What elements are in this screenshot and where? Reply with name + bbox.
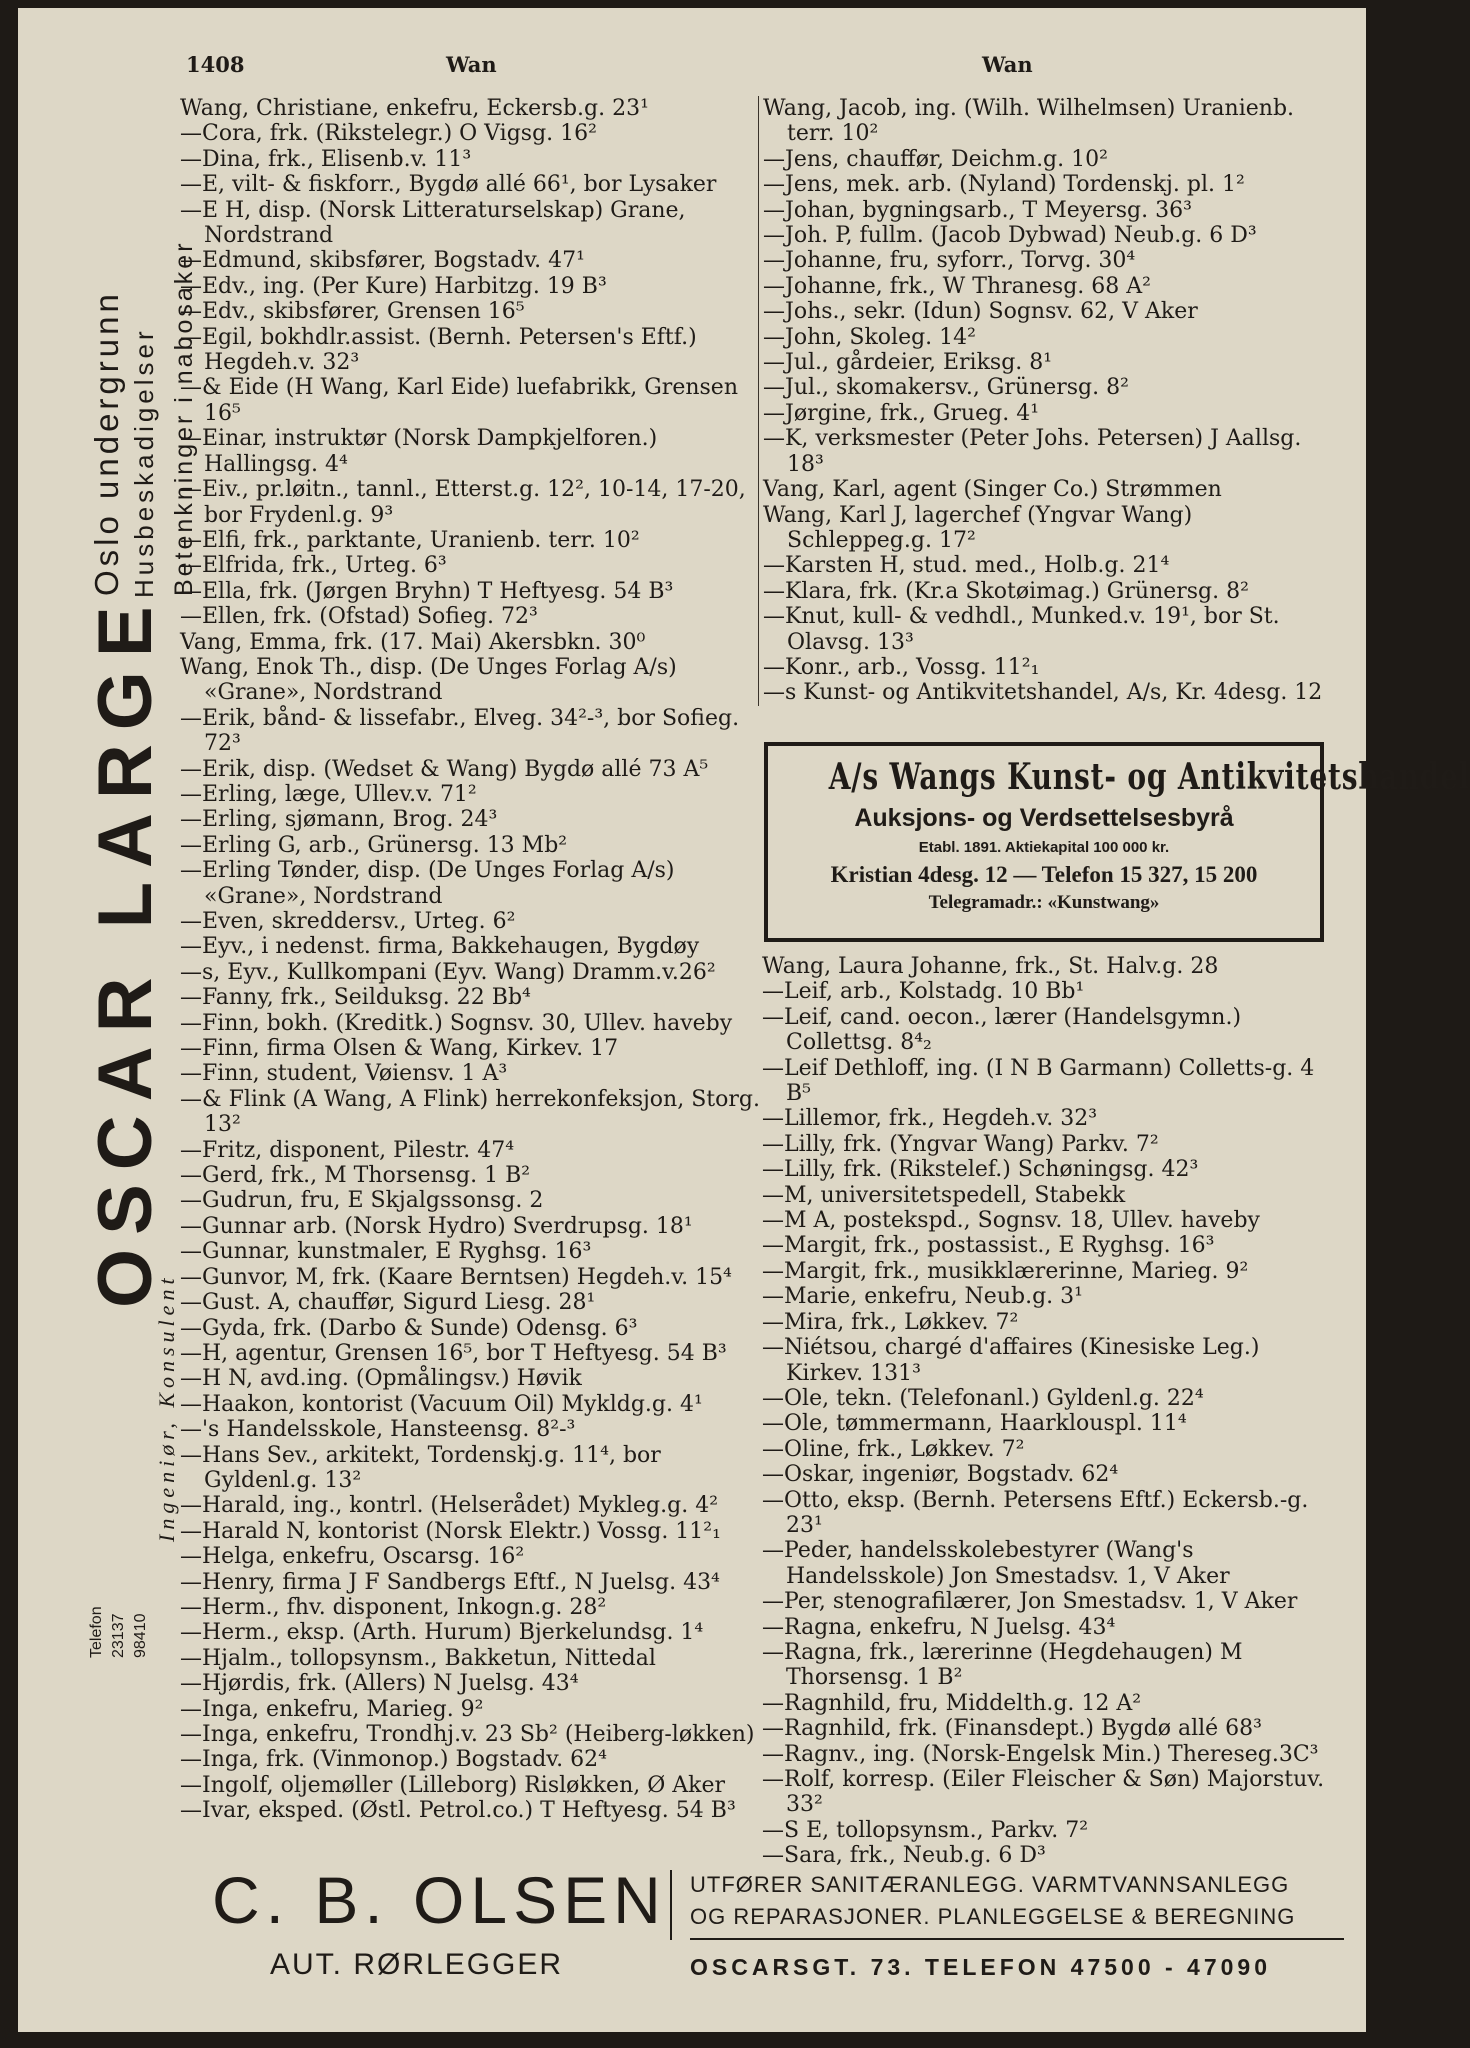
directory-entry: —s Kunst- og Antikvitetshandel, A/s, Kr. 4desg. 12: [763, 680, 1323, 706]
directory-entry: —K, verksmester (Peter Johs. Petersen) J Aallsg. 18³: [763, 426, 1302, 477]
directory-entry: —Dina, frk., Elisenb.v. 11³: [180, 146, 472, 172]
directory-entry: —Peder, handelsskolebestyrer (Wang's Handelsskole) Jon Smestadsv. 1, V Aker: [762, 1538, 1230, 1589]
directory-entry: —Per, stenografilærer, Jon Smestadsv. 1, V Aker: [762, 1589, 1298, 1615]
directory-entry: —Klara, frk. (Kr.a Skotøimag.) Grünersg. 8²: [763, 578, 1249, 604]
directory-entry: —Herm., fhv. disponent, Inkogn.g. 28²: [180, 1594, 607, 1620]
olsen-title: AUT. RØRLEGGER: [270, 1948, 564, 1981]
directory-entry: —Harald, ing., kontrl. (Helserådet) Mykleg.g. 4²: [180, 1493, 719, 1519]
directory-entry: —Margit, frk., musikklærerinne, Marieg. 9²: [762, 1258, 1249, 1284]
directory-entry: —Inga, frk. (Vinmonop.) Bogstadv. 62⁴: [180, 1747, 607, 1773]
directory-entry: —S E, tollopsynsm., Parkv. 7²: [762, 1817, 1089, 1843]
directory-entry: —Even, skreddersv., Urteg. 6²: [180, 909, 516, 934]
directory-entry: —Ole, tømmermann, Haarklouspl. 11⁴: [762, 1411, 1187, 1437]
directory-entry: —Gunvor, M, frk. (Kaare Berntsen) Hegdeh.v. 15⁴: [180, 1264, 732, 1290]
directory-entry: —Jens, mek. arb. (Nyland) Tordenskj. pl. 1²: [763, 172, 1245, 198]
directory-entry: —Einar, instruktør (Norsk Dampkjelforen.) Hallingsg. 4⁴: [180, 426, 658, 477]
directory-entry: —Leif, arb., Kolstadg. 10 Bb¹: [762, 979, 1085, 1005]
directory-entry: —Erling, læge, Ullev.v. 71²: [180, 781, 477, 807]
directory-entry: —& Eide (H Wang, Karl Eide) luefabrikk, Grensen 16⁵: [180, 375, 738, 426]
directory-entry: —Finn, bokh. (Kreditk.) Sognsv. 30, Ullev. haveby: [180, 1010, 733, 1036]
directory-entry: —Leif, cand. oecon., lærer (Handelsgymn.) Collettsg. 8⁴₂: [762, 1004, 1242, 1056]
directory-entry: —Johan, bygningsarb., T Meyersg. 36³: [763, 197, 1192, 223]
olsen-rule: [690, 1938, 1344, 1940]
directory-entry: —Konr., arb., Vossg. 11²₁: [763, 654, 1040, 680]
directory-entry: —Margit, frk., postassist., E Ryghsg. 16³: [762, 1233, 1215, 1259]
directory-entry: —Sara, frk., Neub.g. 6 D³: [762, 1843, 1046, 1869]
directory-entry: —Leif Dethloff, ing. (I N B Garmann) Colletts-g. 4 B⁵: [762, 1055, 1315, 1107]
directory-entry: —E H, disp. (Norsk Litteraturselskap) Grane, Nordstrand: [180, 197, 686, 249]
side-ad-oslo-undergrunn: Oslo undergrunn: [88, 290, 125, 596]
right-column-bottom: [758, 954, 1334, 1869]
olsen-divider: [670, 1870, 672, 1940]
directory-entry: —Jul., gårdeier, Eriksg. 8¹: [763, 350, 1053, 376]
directory-entry: —Rolf, korresp. (Eiler Fleischer & Søn) Majorstuv. 33²: [762, 1767, 1325, 1818]
ad-subtitle: Auksjons- og Verdsettelsesbyrå: [854, 804, 1234, 832]
directory-entry: —Gerd, frk., M Thorsensg. 1 B²: [180, 1163, 531, 1189]
directory-entry: —Ragnhild, frk. (Finansdept.) Bygdø allé 68³: [762, 1716, 1262, 1742]
directory-entry: —Elfrida, frk., Urteg. 6³: [180, 553, 447, 579]
side-ad-husbeskadigelser: Husbeskadigelser: [129, 327, 159, 598]
directory-entry: Vang, Karl, agent (Singer Co.) Strømmen: [763, 477, 1222, 503]
directory-entry: —Jens, chauffør, Deichm.g. 10²: [763, 146, 1108, 172]
directory-entry: —Erik, disp. (Wedset & Wang) Bygdø allé 73 A⁵: [180, 756, 709, 782]
directory-entry: —Finn, student, Vøiensv. 1 A³: [180, 1061, 508, 1087]
directory-entry: —M, universitetspedell, Stabekk: [762, 1182, 1126, 1208]
directory-entry: —John, Skoleg. 14²: [763, 324, 976, 350]
directory-entry: —Edv., skibsfører, Grensen 16⁵: [180, 299, 525, 325]
page-number: 1408: [186, 52, 245, 77]
directory-entry: —Elfi, frk., parktante, Uranienb. terr. 10²: [180, 527, 640, 553]
left-running-head: Wan: [446, 52, 497, 77]
directory-entry: —Eiv., pr.løitn., tannl., Etterst.g. 12², 10-14, 17-20, bor Frydenl.g. 9³: [180, 477, 746, 528]
directory-entry: —M A, postekspd., Sognsv. 18, Ullev. haveby: [762, 1208, 1260, 1234]
side-ad-ingenior: Ingeniør, Konsulent: [154, 1273, 179, 1542]
directory-entry: —Gunnar arb. (Norsk Hydro) Sverdrupsg. 18¹: [180, 1213, 693, 1239]
directory-entry: —Hans Sev., arkitekt, Tordenskj.g. 11⁴, bor Gyldenl.g. 13²: [180, 1442, 661, 1493]
directory-entry: Wang, Christiane, enkefru, Eckersb.g. 23¹: [180, 96, 649, 121]
directory-entry: —Niétsou, chargé d'affaires (Kinesiske Leg.) Kirkev. 131³: [762, 1335, 1260, 1386]
directory-entry: —s, Eyv., Kullkompani (Eyv. Wang) Dramm.v.26²: [180, 959, 716, 985]
directory-entry: —Eyv., i nedenst. firma, Bakkehaugen, Bygdøy: [180, 934, 700, 960]
directory-entry: —Knut, kull- & vedhdl., Munked.v. 19¹, bor St. Olavsg. 13³: [763, 604, 1280, 655]
directory-entry: —Ella, frk. (Jørgen Bryhn) T Heftyesg. 54 B³: [180, 578, 674, 604]
directory-entry: —Oline, frk., Løkkev. 7²: [762, 1436, 1025, 1462]
ad-address: Kristian 4desg. 12 — Telefon 15 327, 15 200: [830, 862, 1258, 887]
olsen-name: C. B. OLSEN: [212, 1863, 667, 1937]
left-column: [180, 96, 768, 1824]
directory-entry: —Helga, enkefru, Oscarsg. 16²: [180, 1544, 525, 1570]
telefon-number-2: 98410: [132, 1613, 149, 1658]
wangs-kunst-ad: [764, 742, 1470, 942]
directory-entry: —Gyda, frk. (Darbo & Sunde) Odensg. 6³: [180, 1315, 638, 1341]
side-ad-betenkninger: Betenkninger i nabosaker: [170, 240, 198, 596]
directory-entry: —Karsten H, stud. med., Holb.g. 21⁴: [763, 553, 1170, 579]
right-column-top: [758, 96, 1335, 706]
directory-entry: —Erling G, arb., Grünersg. 13 Mb²: [180, 832, 568, 858]
directory-entry: —Ivar, eksped. (Østl. Petrol.co.) T Heftyesg. 54 B³: [180, 1798, 736, 1824]
directory-entry: —& Flink (A Wang, A Flink) herrekonfeksjon, Storg. 13²: [180, 1086, 760, 1138]
directory-entry: —Johanne, frk., W Thranesg. 68 A²: [763, 273, 1151, 299]
directory-entry: —Johanne, fru, syforr., Torvg. 30⁴: [763, 248, 1136, 274]
directory-entry: —Inga, enkefru, Trondhj.v. 23 Sb² (Heiberg-løkken): [180, 1722, 755, 1747]
directory-entry: —Ellen, frk. (Ofstad) Sofieg. 72³: [180, 604, 538, 630]
directory-entry: —'s Handelsskole, Hansteensg. 8²-³: [180, 1417, 576, 1443]
olsen-address: OSCARSGT. 73. TELEFON 47500 - 47090: [690, 1954, 1272, 1980]
directory-entry: —Marie, enkefru, Neub.g. 3¹: [762, 1284, 1083, 1310]
telefon-label: Telefon: [88, 1606, 105, 1658]
directory-entry: —Erling, sjømann, Brog. 24³: [180, 807, 498, 833]
directory-entry: —Fritz, disponent, Pilestr. 47⁴: [180, 1137, 515, 1163]
directory-entry: —Edmund, skibsfører, Bogstadv. 47¹: [180, 248, 585, 274]
directory-entry: —Oskar, ingeniør, Bogstadv. 62⁴: [762, 1462, 1119, 1488]
directory-entry: Wang, Laura Johanne, frk., St. Halv.g. 28: [762, 954, 1219, 979]
directory-entry: Wang, Enok Th., disp. (De Unges Forlag A/s) «Grane», Nordstrand: [180, 654, 677, 706]
directory-entry: —E, vilt- & fiskforr., Bygdø allé 66¹, bor Lysaker: [180, 172, 717, 198]
directory-entry: —Ragnv., ing. (Norsk-Engelsk Min.) Thereseg.3C³: [762, 1741, 1319, 1767]
olsen-services-1: UTFØRER SANITÆRANLEGG. VARMTVANNSANLEGG: [690, 1872, 1290, 1897]
olsen-services-2: OG REPARASJONER. PLANLEGGELSE & BEREGNING: [690, 1904, 1296, 1929]
directory-entry: —Harald N, kontorist (Norsk Elektr.) Vossg. 11²₁: [180, 1518, 721, 1544]
directory-entry: —Otto, eksp. (Bernh. Petersens Eftf.) Eckersb.-g. 23¹: [762, 1487, 1309, 1538]
directory-entry: —Erik, bånd- & lissefabr., Elveg. 34²-³, bor Sofieg. 72³: [180, 705, 740, 757]
directory-entry: —Cora, frk. (Rikstelegr.) O Vigsg. 16²: [180, 121, 597, 147]
directory-entry: —Herm., eksp. (Arth. Hurum) Bjerkelundsg. 1⁴: [180, 1620, 704, 1646]
directory-entry: —Gust. A, chauffør, Sigurd Liesg. 28¹: [180, 1290, 596, 1316]
right-running-head: Wan: [982, 52, 1033, 77]
directory-entry: —Finn, firma Olsen & Wang, Kirkev. 17: [180, 1036, 619, 1062]
directory-entry: —H, agentur, Grensen 16⁵, bor T Heftyesg. 54 B³: [180, 1340, 727, 1366]
ad-established: Etabl. 1891. Aktiekapital 100 000 kr.: [918, 839, 1170, 856]
cb-olsen-ad: [158, 1862, 1338, 2022]
directory-entry: —Mira, frk., Løkkev. 7²: [762, 1309, 1019, 1335]
directory-entry: —Jørgine, frk., Grueg. 4¹: [763, 400, 1040, 426]
directory-entry: —Lilly, frk. (Rikstelef.) Schøningsg. 42³: [762, 1157, 1199, 1183]
page-header: [18, 52, 1366, 88]
directory-entry: —Ingolf, oljemøller (Lilleborg) Risløkken, Ø Aker: [180, 1772, 726, 1798]
ad-title: A/s Wangs Kunst- og Antikvitetshandel: [828, 756, 1470, 798]
side-ad-oscar-large: OSCAR LARGE: [83, 592, 168, 1308]
directory-entry: —Gunnar, kunstmaler, E Ryghsg. 16³: [180, 1239, 592, 1265]
directory-entry: Wang, Karl J, lagerchef (Yngvar Wang) Schleppeg.g. 17²: [763, 502, 1193, 553]
directory-entry: —Joh. P, fullm. (Jacob Dybwad) Neub.g. 6 D³: [763, 223, 1257, 249]
directory-entry: —Edv., ing. (Per Kure) Harbitzg. 19 B³: [180, 273, 607, 299]
directory-entry: —Hjørdis, frk. (Allers) N Juelsg. 43⁴: [180, 1671, 579, 1697]
directory-entry: Vang, Emma, frk. (17. Mai) Akersbkn. 30⁰: [180, 629, 646, 655]
ad-telegram: Telegramadr.: «Kunstwang»: [928, 892, 1160, 913]
directory-entry: —Lillemor, frk., Hegdeh.v. 32³: [762, 1106, 1098, 1132]
directory-entry: —Egil, bokhdlr.assist. (Bernh. Petersen's Eftf.) Hegdeh.v. 32³: [180, 324, 697, 376]
directory-entry: —Hjalm., tollopsynsm., Bakketun, Nittedal: [180, 1645, 656, 1671]
directory-entry: —Haakon, kontorist (Vacuum Oil) Mykldg.g. 4¹: [180, 1391, 703, 1417]
directory-entry: —H N, avd.ing. (Opmålingsv.) Høvik: [180, 1366, 582, 1392]
directory-entry: —Ole, tekn. (Telefonanl.) Gyldenl.g. 22⁴: [762, 1385, 1204, 1411]
directory-entry: —Jul., skomakersv., Grünersg. 8²: [763, 375, 1129, 401]
directory-entry: —Ragna, enkefru, N Juelsg. 43⁴: [762, 1614, 1116, 1640]
directory-entry: —Johs., sekr. (Idun) Sognsv. 62, V Aker: [763, 299, 1198, 325]
telefon-number-1: 23137: [110, 1613, 127, 1658]
directory-entry: —Henry, firma J F Sandbergs Eftf., N Juelsg. 43⁴: [180, 1569, 720, 1595]
directory-entry: —Gudrun, fru, E Skjalgssonsg. 2: [180, 1188, 544, 1214]
directory-page: [18, 8, 1470, 2032]
directory-entry: —Ragnhild, fru, Middelth.g. 12 A²: [762, 1690, 1142, 1716]
directory-entry: —Fanny, frk., Seilduksg. 22 Bb⁴: [180, 985, 531, 1011]
directory-entry: —Lilly, frk. (Yngvar Wang) Parkv. 7²: [762, 1131, 1159, 1157]
directory-entry: —Inga, enkefru, Marieg. 9²: [180, 1696, 484, 1722]
directory-entry: —Erling Tønder, disp. (De Unges Forlag A/s) «Grane», Nordstrand: [180, 858, 675, 909]
directory-entry: Wang, Jacob, ing. (Wilh. Wilhelmsen) Uranienb. terr. 10²: [763, 96, 1295, 147]
directory-entry: —Ragna, frk., lærerinne (Hegdehaugen) M Thorsensg. 1 B²: [762, 1639, 1243, 1691]
